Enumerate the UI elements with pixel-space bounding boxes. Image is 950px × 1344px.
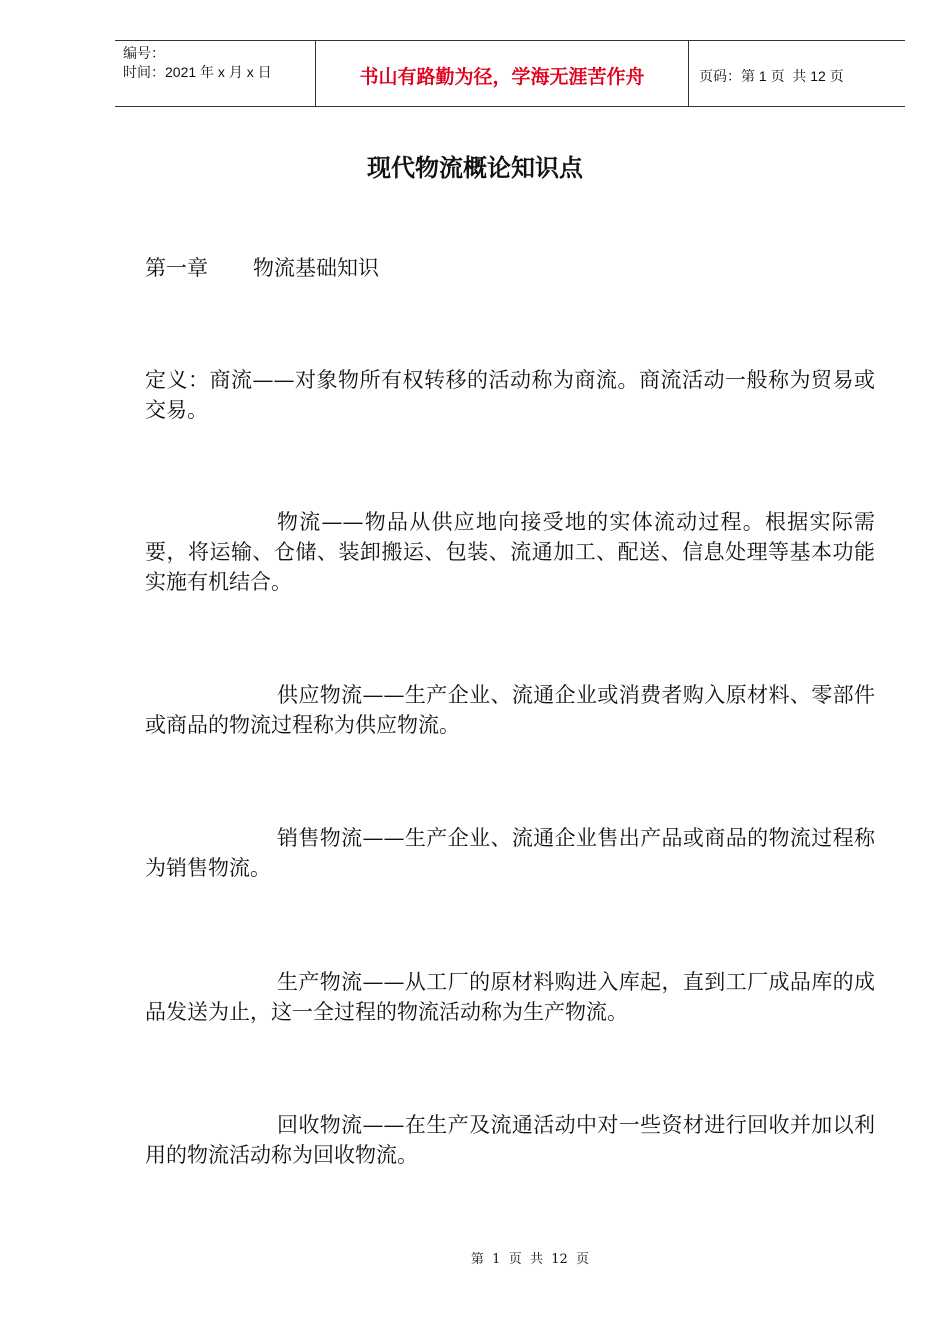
paragraph-supply-logistics: 供应物流——生产企业、流通企业或消费者购入原材料、零部件或商品的物流过程称为供应物流。 [145,683,875,737]
document-title: 现代物流概论知识点 [367,154,583,182]
chapter-number: 第一章 [145,256,208,280]
header-motto: 书山有路勤为径，学海无涯苦作舟 [316,41,689,106]
paragraph-recycling-logistics: 回收物流——在生产及流通活动中对一些资材进行回收并加以利用的物流活动称为回收物流。 [145,1113,875,1167]
paragraph-definition-commerce: 定义：商流——对象物所有权转移的活动称为商流。商流活动一般称为贸易或交易。 [145,368,875,422]
page-footer: 第 1 页 共 12 页 [470,1252,590,1267]
chapter-heading [145,252,379,282]
document-header [115,40,905,107]
paragraph-production-logistics: 生产物流——从工厂的原材料购进入库起，直到工厂成品库的成品发送为止，这一全过程的物流活动称为生产物流。 [145,970,875,1024]
time-label: 时间：2021 年 x 月 x 日 [123,64,272,80]
paragraph-logistics: 物流——物品从供应地向接受地的实体流动过程。根据实际需要，将运输、仓储、装卸搬运、包装、流通加工、配送、信息处理等基本功能实施有机结合。 [145,510,875,594]
header-page-info: 页码：第 1 页 共 12 页 [699,67,844,84]
number-label: 编号： [123,45,165,61]
chapter-name: 物流基础知识 [253,256,379,280]
header-meta [115,41,316,106]
paragraph-sales-logistics: 销售物流——生产企业、流通企业售出产品或商品的物流过程称为销售物流。 [145,826,875,880]
